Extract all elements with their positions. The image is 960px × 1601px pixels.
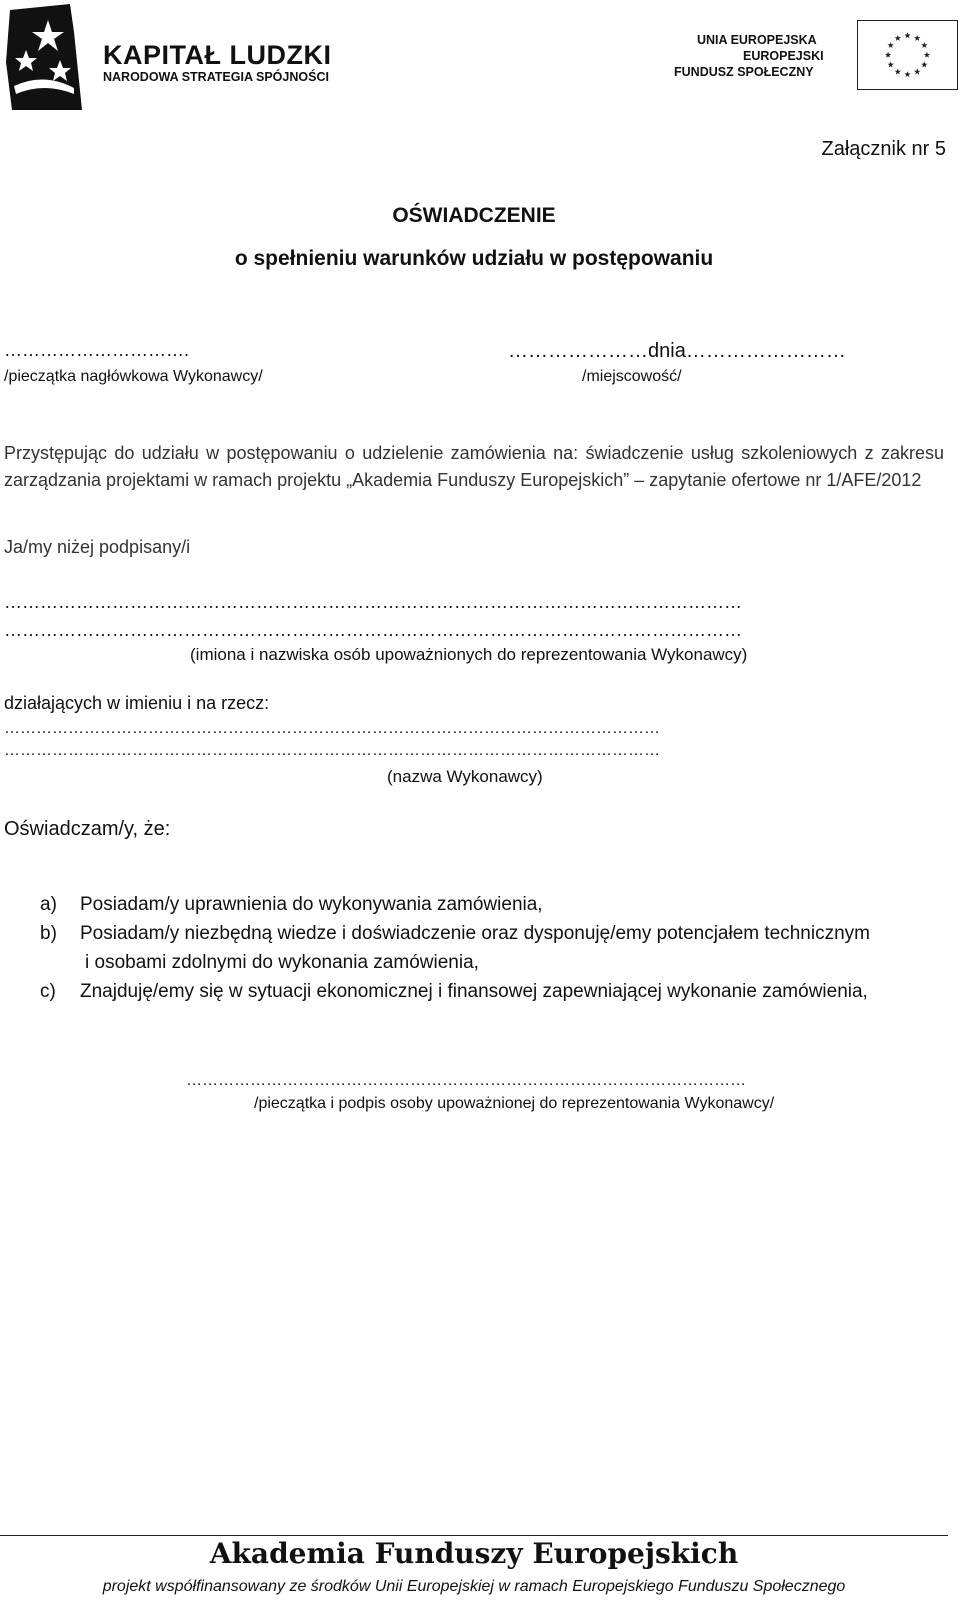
kapital-ludzki-title: KAPITAŁ LUDZKI xyxy=(103,40,332,70)
document-title: OŚWIADCZENIE xyxy=(392,204,556,227)
place-date-dots: …………………dnia…………………… xyxy=(508,340,846,362)
list-marker: b) xyxy=(40,923,57,944)
contractor-line-1: …………………………………………………………………………………………………………… xyxy=(4,720,660,737)
eu-star-icon xyxy=(921,42,927,48)
eu-logo-line3: FUNDUSZ SPOŁECZNY xyxy=(674,65,814,79)
footer-title: Akademia Funduszy Europejskich xyxy=(209,1537,739,1570)
statement-text: Posiadam/y niezbędną wiedze i doświadczenie oraz dysponuję/emy potencjałem technicznym xyxy=(80,923,870,944)
stamp-dots: …………………………. xyxy=(4,340,190,360)
footer-subtitle: projekt współfinansowany ze środków Unii Europejskiej w ramach Europejskiego Funduszu Społecznego xyxy=(102,1578,846,1595)
statements-list xyxy=(40,890,946,1006)
eu-star-icon xyxy=(904,71,910,77)
eu-star-icon xyxy=(914,69,920,75)
acting-label: działających w imieniu i na rzecz: xyxy=(4,693,270,713)
eu-star-icon xyxy=(914,35,920,41)
signature-dots: …………………………………………………………………………………………… xyxy=(186,1072,746,1089)
signatory-caption: (imiona i nazwiska osób upoważnionych do reprezentowania Wykonawcy) xyxy=(190,645,748,664)
statement-text: Znajduję/emy się w sytuacji ekonomicznej i finansowej zapewniającej wykonanie zamówienia, xyxy=(80,981,868,1002)
list-marker: c) xyxy=(40,981,56,1002)
eu-star-icon xyxy=(895,69,901,75)
place-label: /miejscowość/ xyxy=(582,368,682,385)
contractor-caption: (nazwa Wykonawcy) xyxy=(387,767,543,786)
list-item xyxy=(40,890,946,919)
annex-label: Załącznik nr 5 xyxy=(821,138,946,160)
statement-text: Posiadam/y uprawnienia do wykonywania zamówienia, xyxy=(80,894,543,915)
signatory-line-2: …………………………………………………………………………………………………………… xyxy=(4,620,742,640)
eu-star-icon xyxy=(921,61,927,67)
signature-caption: /pieczątka i podpis osoby upoważnionej do reprezentowania Wykonawcy/ xyxy=(254,1095,775,1112)
eu-star-icon xyxy=(924,52,930,58)
kapital-ludzki-logo-icon xyxy=(4,2,90,112)
contractor-line-2: …………………………………………………………………………………………………………… xyxy=(4,742,660,759)
footer-divider xyxy=(0,1535,948,1536)
eu-star-icon xyxy=(888,42,894,48)
eu-star-icon xyxy=(904,32,910,38)
eu-flag-icon xyxy=(857,20,958,90)
statement-continuation: i osobami zdolnymi do wykonania zamówienia, xyxy=(85,952,479,973)
list-marker: a) xyxy=(40,894,57,915)
eu-star-icon xyxy=(888,61,894,67)
intro-paragraph: Przystępując do udziału w postępowaniu o udzielenie zamówienia na: świadczenie usług szkoleniowych z zakresu zarządzania projektami w ramach projektu „Akademia Funduszy Europejskich” – zapytanie ofertowe nr 1/AFE/2012 xyxy=(4,443,944,490)
eu-logo-line1: UNIA EUROPEJSKA xyxy=(697,33,817,47)
declare-label: Oświadczam/y, że: xyxy=(4,818,171,840)
document-subtitle: o spełnieniu warunków udziału w postępowaniu xyxy=(234,247,714,270)
list-item xyxy=(40,977,946,1006)
eu-logo-line2: EUROPEJSKI xyxy=(743,49,824,63)
signatory-label: Ja/my niżej podpisany/i xyxy=(4,537,191,557)
stamp-label: /pieczątka nagłówkowa Wykonawcy/ xyxy=(4,368,263,385)
kapital-ludzki-subtitle: NARODOWA STRATEGIA SPÓJNOŚCI xyxy=(103,70,329,84)
list-item xyxy=(40,919,946,948)
eu-star-icon xyxy=(885,52,891,58)
signatory-line-1: …………………………………………………………………………………………………………… xyxy=(4,592,742,612)
eu-star-icon xyxy=(895,35,901,41)
